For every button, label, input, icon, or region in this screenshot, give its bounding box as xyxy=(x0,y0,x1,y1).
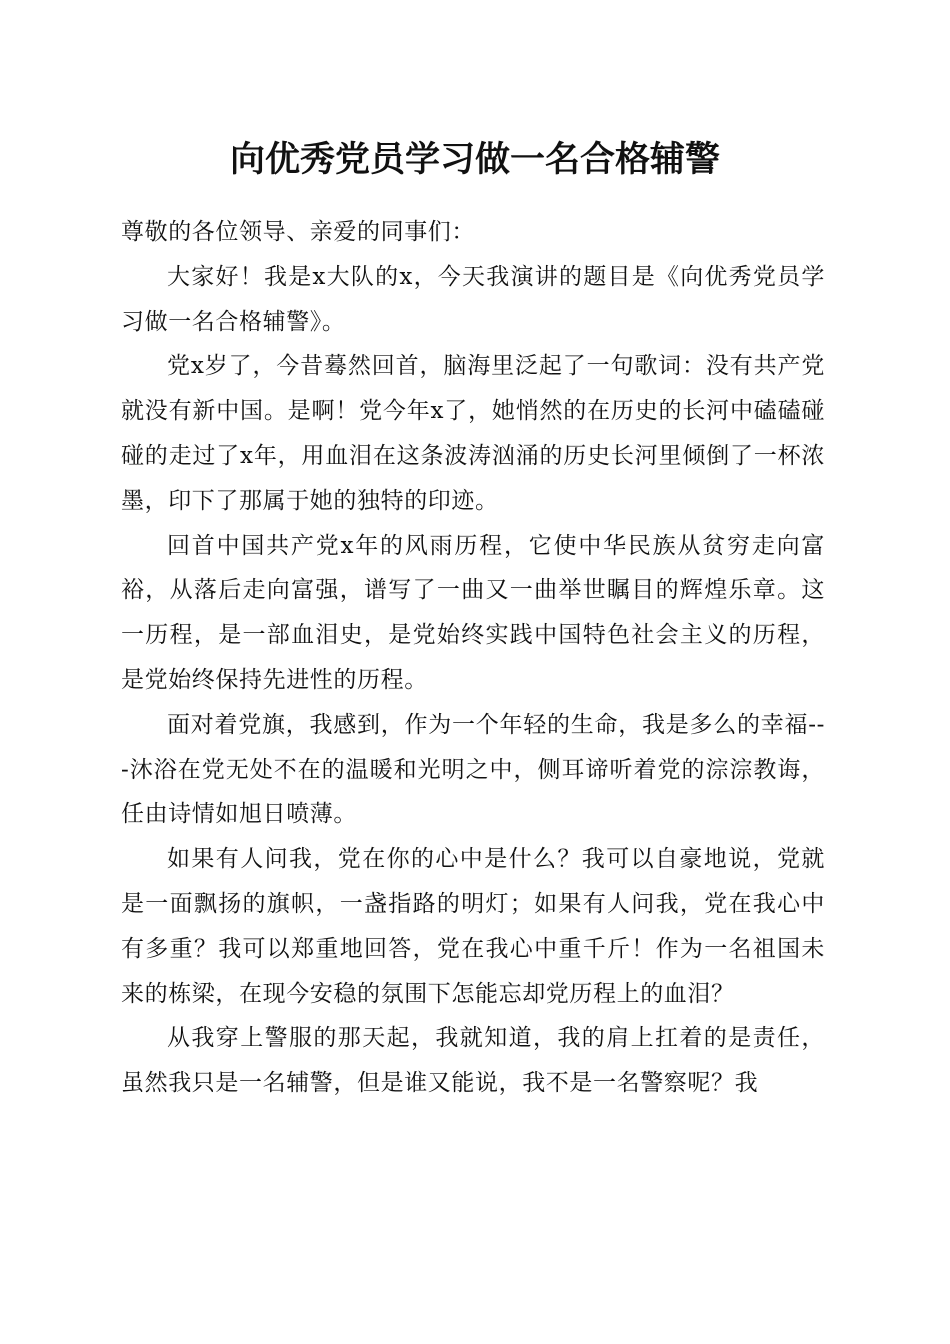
document-title: 向优秀党员学习做一名合格辅警 xyxy=(229,139,720,180)
paragraph-police-uniform: 从我穿上警服的那天起，我就知道，我的肩上扛着的是责任，虽然我只是一名辅警，但是谁又能说，我不是一名警察呢？我 xyxy=(121,1025,825,1097)
paragraph-party-in-heart: 如果有人问我，党在你的心中是什么？我可以自豪地说，党就是一面飘扬的旗帜，一盏指路的明灯；如果有人问我，党在我心中有多重？我可以郑重地回答，党在我心中重千斤！作为一名祖国未来的栋梁，在现今安稳的氛围下怎能忘却党历程上的血泪？ xyxy=(121,846,825,1007)
document-body xyxy=(121,210,825,1106)
paragraph-greeting: 大家好！我是x大队的x，今天我演讲的题目是《向优秀党员学习做一名合格辅警》。 xyxy=(121,263,825,335)
paragraph-party-history: 回首中国共产党x年的风雨历程，它使中华民族从贫穷走向富裕，从落后走向富强，谱写了一曲又一曲举世瞩目的辉煌乐章。这一历程，是一部血泪史，是党始终实践中国特色社会主义的历程，是党始终保持先进性的历程。 xyxy=(121,532,825,693)
salutation: 尊敬的各位领导、亲爱的同事们： xyxy=(121,219,475,245)
paragraph-party-flag: 面对着党旗，我感到，作为一个年轻的生命，我是多么的幸福---沐浴在党无处不在的温暖和光明之中，侧耳谛听着党的淙淙教诲，任由诗情如旭日喷薄。 xyxy=(121,711,825,828)
paragraph-party-anniversary: 党x岁了，今昔蓦然回首，脑海里泛起了一句歌词：没有共产党就没有新中国。是啊！党今年x了，她悄然的在历史的长河中磕磕碰碰的走过了x年，用血泪在这条波涛汹涌的历史长河里倾倒了一杯浓墨，印下了那属于她的独特的印迹。 xyxy=(121,353,825,514)
